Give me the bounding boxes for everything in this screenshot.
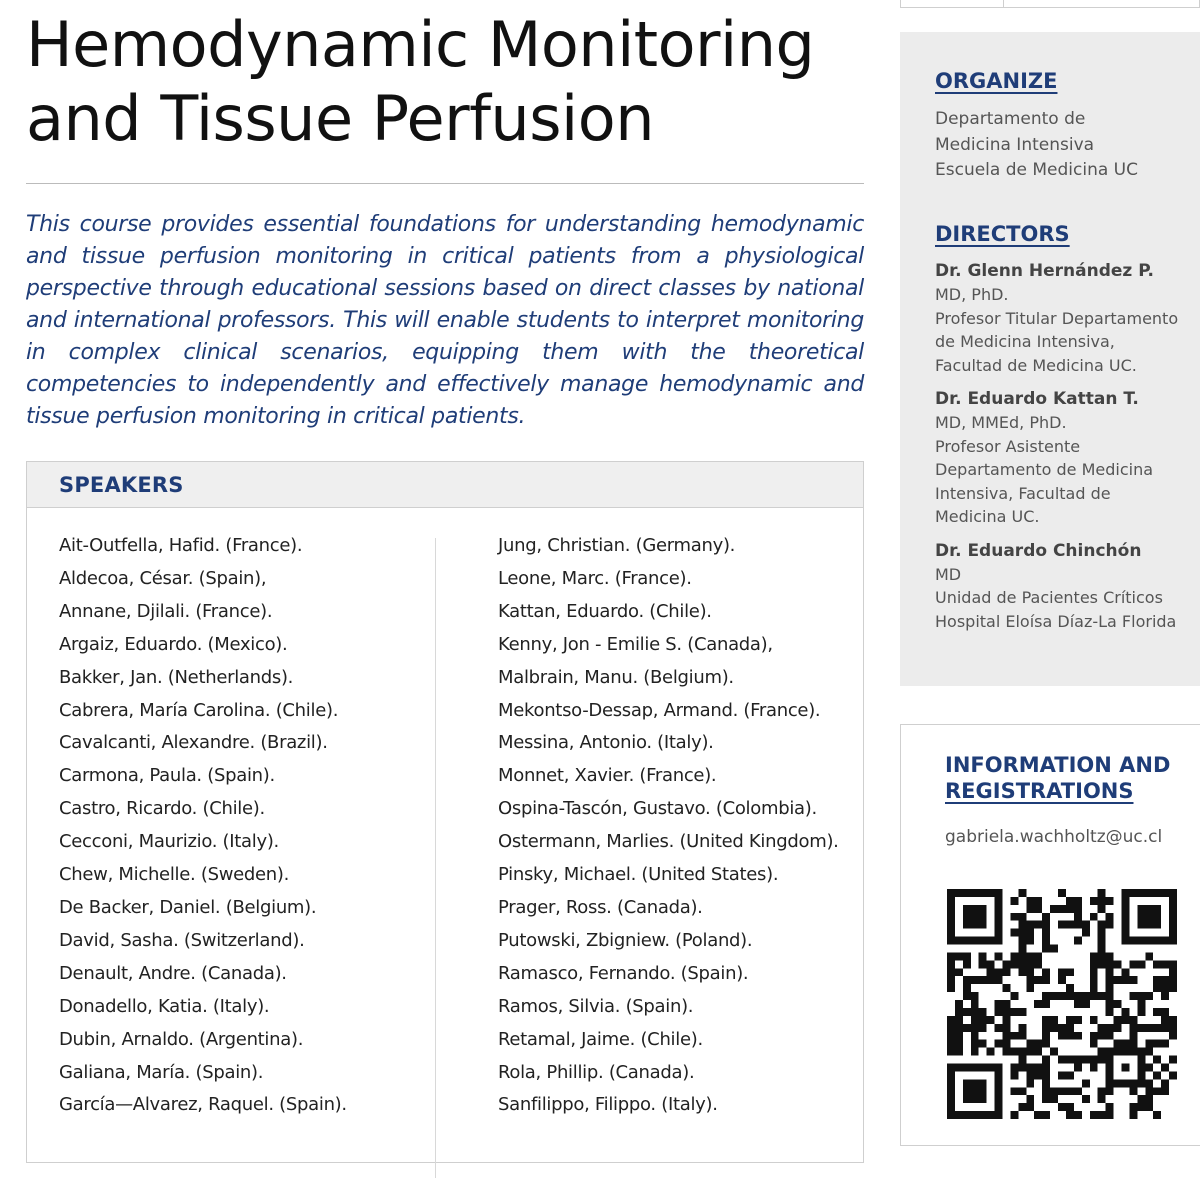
directors-section <box>935 222 1178 633</box>
speaker-item: Kattan, Eduardo. (Chile). <box>498 600 712 622</box>
title-divider <box>26 183 864 184</box>
speakers-panel <box>26 461 864 1163</box>
speaker-item: Cabrera, María Carolina. (Chile). <box>59 699 339 721</box>
director-detail: Facultad de Medicina UC. <box>935 355 1137 375</box>
speaker-item: Castro, Ricardo. (Chile). <box>59 798 265 820</box>
column-divider <box>435 538 436 1178</box>
director-entry <box>935 539 1178 634</box>
speaker-item: Monnet, Xavier. (France). <box>498 765 717 787</box>
speaker-item: Pinsky, Michael. (United States). <box>498 864 779 886</box>
director-name: Dr. Eduardo Chinchón <box>935 540 1142 561</box>
speaker-item: Ait-Outfella, Hafid. (France). <box>59 535 303 556</box>
information-panel <box>900 724 1200 1146</box>
speaker-item: Retamal, Jaime. (Chile). <box>498 1028 703 1050</box>
speaker-item: De Backer, Daniel. (Belgium). <box>59 896 317 918</box>
speakers-list-right <box>498 530 839 1122</box>
speaker-item: Denault, Andre. (Canada). <box>59 962 287 984</box>
page-title <box>26 8 814 156</box>
information-heading <box>945 752 1170 804</box>
director-detail: Medicina UC. <box>935 507 1040 526</box>
speaker-item: Ramasco, Fernando. (Spain). <box>498 962 749 984</box>
director-detail: MD <box>935 564 962 584</box>
speaker-item: Putowski, Zbigniew. (Poland). <box>498 929 753 951</box>
speaker-item: Leone, Marc. (France). <box>498 567 692 589</box>
directors-heading: DIRECTORS <box>935 222 1070 246</box>
organize-heading: ORGANIZE <box>935 69 1058 93</box>
title-line-2: and Tissue Perfusion <box>26 82 654 155</box>
speaker-item: Annane, Djilali. (France). <box>59 600 273 622</box>
speaker-item: Prager, Ross. (Canada). <box>498 896 703 918</box>
speaker-item: Aldecoa, César. (Spain), <box>59 567 267 589</box>
speaker-item: Carmona, Paula. (Spain). <box>59 765 275 787</box>
director-detail: Hospital Eloísa Díaz-La Florida <box>935 611 1177 631</box>
director-detail: de Medicina Intensiva, <box>935 332 1115 351</box>
speaker-item: Malbrain, Manu. (Belgium). <box>498 666 734 688</box>
speaker-item: Chew, Michelle. (Sweden). <box>59 864 290 886</box>
speaker-item: Jung, Christian. (Germany). <box>498 535 736 556</box>
speaker-item: Mekontso-Dessap, Armand. (France). <box>498 699 821 721</box>
speaker-item: Rola, Phillip. (Canada). <box>498 1061 695 1083</box>
title-line-1: Hemodynamic Monitoring <box>26 8 815 81</box>
director-name: Dr. Glenn Hernández P. <box>935 261 1155 281</box>
speaker-item: Bakker, Jan. (Netherlands). <box>59 666 294 688</box>
information-heading-line-1: INFORMATION AND <box>945 753 1171 777</box>
organize-line: Departamento de <box>935 109 1086 129</box>
contact-email[interactable]: gabriela.wachholtz@uc.cl <box>945 827 1163 847</box>
speaker-item: Cecconi, Maurizio. (Italy). <box>59 831 279 853</box>
organize-section <box>935 69 1138 184</box>
director-detail: Unidad de Pacientes Críticos <box>935 588 1163 607</box>
course-description: This course provides essential foundations for understanding hemodynamic and tissue perfusion monitoring in critical patients from a physiological perspective through educational sessions based on direct classes by national and international professors. This will enable students to interpret monitoring in complex clinical scenarios, equipping them with the theoretical competencies to independently and effectively manage hemodynamic and tissue perfusion monitoring in critical patients. <box>26 212 864 429</box>
director-entry <box>935 387 1178 529</box>
director-detail: Profesor Asistente <box>935 436 1081 456</box>
director-detail: Intensiva, Facultad de <box>935 483 1111 503</box>
sidebar-panel <box>900 32 1200 686</box>
information-heading-line-2: REGISTRATIONS <box>945 779 1134 803</box>
speaker-item: Ramos, Silvia. (Spain). <box>498 995 694 1017</box>
director-detail: Departamento de Medicina <box>935 460 1154 479</box>
speaker-item: Sanfilippo, Filippo. (Italy). <box>498 1094 718 1116</box>
speaker-item: Cavalcanti, Alexandre. (Brazil). <box>59 732 328 754</box>
director-detail: MD, PhD. <box>935 285 1009 304</box>
speaker-item: Argaiz, Eduardo. (Mexico). <box>59 633 288 655</box>
qr-code[interactable] <box>947 889 1177 1119</box>
speaker-item: Ostermann, Marlies. (United Kingdom). <box>498 831 839 853</box>
speaker-item: Galiana, María. (Spain). <box>59 1061 264 1083</box>
speakers-heading: SPEAKERS <box>59 472 184 497</box>
director-entry <box>935 259 1178 377</box>
sidebar-top-frame <box>900 0 1200 8</box>
director-detail: Profesor Titular Departamento <box>935 308 1179 328</box>
speakers-header <box>27 462 863 508</box>
organize-line: Medicina Intensiva <box>935 134 1095 155</box>
speaker-item: David, Sasha. (Switzerland). <box>59 929 305 951</box>
speaker-item: Ospina-Tascón, Gustavo. (Colombia). <box>498 798 817 820</box>
speaker-item: Kenny, Jon - Emilie S. (Canada), <box>498 633 773 655</box>
speaker-item: Messina, Antonio. (Italy). <box>498 732 714 754</box>
director-detail: MD, MMEd, PhD. <box>935 413 1067 432</box>
organize-line: Escuela de Medicina UC <box>935 160 1138 180</box>
director-name: Dr. Eduardo Kattan T. <box>935 389 1139 409</box>
speaker-item: Dubin, Arnaldo. (Argentina). <box>59 1028 304 1050</box>
speakers-list-left <box>59 530 347 1122</box>
speaker-item: García—Alvarez, Raquel. (Spain). <box>59 1094 347 1116</box>
speaker-item: Donadello, Katia. (Italy). <box>59 995 270 1017</box>
